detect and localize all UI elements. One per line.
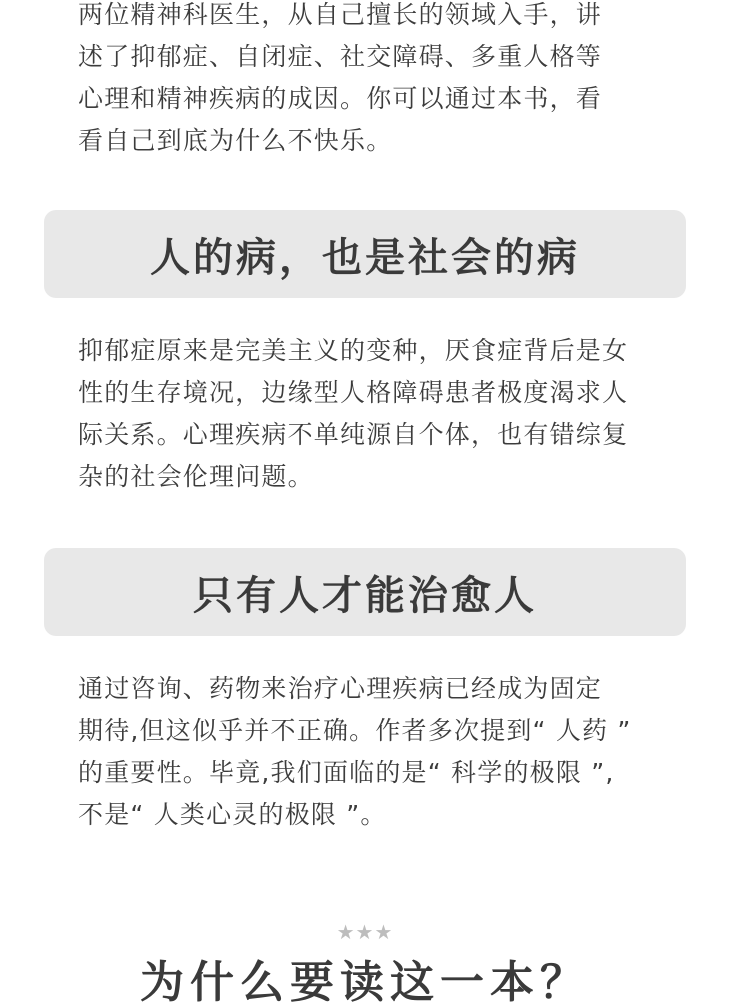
text-line: 看自己到底为什么不快乐。 (78, 126, 393, 155)
text-line: 性的生存境况，边缘型人格障碍患者极度渴求人 (78, 378, 629, 407)
text-line: 述了抑郁症、自闭症、社交障碍、多重人格等 (78, 42, 603, 71)
next-section-title-wrapper (0, 957, 730, 1008)
section-paragraph (78, 330, 668, 498)
text-line: 杂的社会伦理问题。 (78, 462, 314, 491)
text-line: 的重要性。毕竟,我们面临的是“ 科学的极限 ”, (78, 758, 615, 787)
text-line: 际关系。心理疾病不单纯源自个体，也有错综复 (78, 420, 629, 449)
text-line: 心理和精神疾病的成因。你可以通过本书，看 (78, 84, 603, 113)
section-heading-box (44, 548, 686, 636)
text-line: 期待,但这似乎并不正确。作者多次提到“ 人药 ” (78, 716, 632, 745)
text-line: 通过咨询、药物来治疗心理疾病已经成为固定 (78, 674, 603, 703)
section-heading-box (44, 210, 686, 298)
section-heading: 人的病，也是社会的病 (150, 234, 580, 281)
section-paragraph (78, 668, 668, 836)
star-divider: ★★★ (336, 920, 394, 944)
text-line: 两位精神科医生，从自己擅长的领域入手，讲 (78, 0, 603, 29)
text-line: 抑郁症原来是完美主义的变种，厌食症背后是女 (78, 336, 629, 365)
section-heading: 只有人才能治愈人 (193, 572, 537, 619)
text-line: 不是“ 人类心灵的极限 ”。 (78, 800, 387, 829)
intro-paragraph (78, 0, 668, 162)
next-section-title: 为什么要读这一本？ (140, 957, 590, 1008)
